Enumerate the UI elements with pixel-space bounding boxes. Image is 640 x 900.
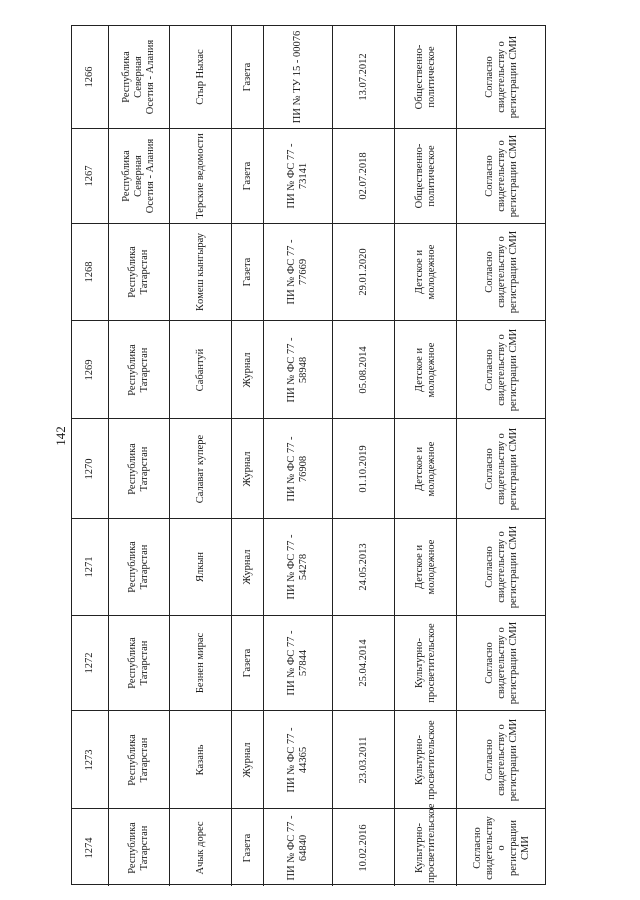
page-number: 142 — [53, 426, 68, 446]
cell-type: Газета — [231, 809, 263, 886]
cell-title: Безнен мирас — [169, 616, 231, 710]
cell-basis: Согласно свидетельству о регистрации СМИ — [456, 321, 547, 418]
cell-registration: ПИ № ФС 77 - 77669 — [263, 224, 332, 320]
cell-region: Республика Татарстан — [108, 419, 169, 518]
cell-number: 1274 — [84, 837, 95, 858]
cell-date: 13.07.2012 — [332, 26, 394, 128]
cell-topic: Культурно- просветительское — [394, 616, 456, 710]
cell-date: 23.03.2011 — [332, 711, 394, 808]
cell-region: Республика Татарстан — [108, 519, 169, 615]
cell-basis: Согласно свидетельству о регистрации СМИ — [456, 616, 547, 710]
cell-number: 1271 — [84, 556, 95, 578]
cell-registration: ПИ № ФС 77 - 58948 — [263, 321, 332, 418]
cell-number: 1272 — [84, 652, 95, 674]
cell-topic: Детское и молодежное — [394, 419, 456, 518]
cell-topic: Культурно- просветительское — [394, 711, 456, 808]
table-row — [72, 616, 545, 711]
cell-type: Газета — [231, 129, 263, 223]
cell-title: Сабантуй — [169, 321, 231, 418]
cell-topic: Общественно- политическое — [394, 129, 456, 223]
cell-date: 05.08.2014 — [332, 321, 394, 418]
cell-registration: ПИ № ТУ 15 - 00076 — [263, 26, 332, 128]
cell-topic: Детское и молодежное — [394, 224, 456, 320]
cell-region: Республика Татарстан — [108, 616, 169, 710]
cell-basis: Согласно свидетельству о регистрации СМИ — [456, 26, 547, 128]
cell-basis: Согласно свидетельству о регистрации СМИ — [456, 224, 547, 320]
cell-topic: Детское и молодежное — [394, 321, 456, 418]
cell-number: 1273 — [84, 749, 95, 770]
cell-date: 10.02.2016 — [332, 809, 394, 886]
cell-number: 1267 — [84, 165, 95, 187]
cell-title: Терские ведомости — [169, 129, 231, 223]
cell-date: 01.10.2019 — [332, 419, 394, 518]
cell-topic: Общественно- политическое — [394, 26, 456, 128]
cell-registration: ПИ № ФС 77 - 54278 — [263, 519, 332, 615]
cell-region: Республика Северная Осетия - Алания — [108, 129, 169, 223]
table-row — [72, 224, 545, 321]
cell-region: Республика Северная Осетия - Алания — [108, 26, 169, 128]
cell-title: Казань — [169, 711, 231, 808]
cell-date: 29.01.2020 — [332, 224, 394, 320]
cell-topic: Культурно- просветительское — [394, 809, 456, 886]
cell-title: Салават купере — [169, 419, 231, 518]
cell-registration: ПИ № ФС 77 - 44365 — [263, 711, 332, 808]
cell-type: Журнал — [231, 519, 263, 615]
cell-title: Ялкын — [169, 519, 231, 615]
cell-basis: Согласно свидетельству о регистрации СМИ — [456, 419, 547, 518]
cell-registration: ПИ № ФС 77 - 57844 — [263, 616, 332, 710]
cell-basis: Согласно свидетельству о регистрации СМИ — [456, 519, 547, 615]
table-row — [72, 803, 545, 886]
cell-region: Республика Татарстан — [108, 224, 169, 320]
cell-number: 1269 — [84, 359, 95, 380]
table-row — [72, 321, 545, 419]
cell-type: Газета — [231, 616, 263, 710]
cell-number: 1270 — [84, 458, 95, 479]
cell-type: Газета — [231, 224, 263, 320]
cell-registration: ПИ № ФС 77 - 76908 — [263, 419, 332, 518]
cell-number: 1266 — [84, 66, 95, 88]
cell-type: Журнал — [231, 419, 263, 518]
cell-topic: Детское и молодежное — [394, 519, 456, 615]
cell-title: Кoмеш кынгырау — [169, 224, 231, 320]
cell-date: 25.04.2014 — [332, 616, 394, 710]
cell-title: Ачык дорес — [169, 809, 231, 886]
cell-registration: ПИ № ФС 77 - 64840 — [263, 809, 332, 886]
cell-basis: Согласно свидетельству о регистрации СМИ — [456, 711, 547, 808]
cell-type: Журнал — [231, 321, 263, 418]
cell-number: 1268 — [84, 261, 95, 283]
cell-type: Газета — [231, 26, 263, 128]
cell-region: Республика Татарстан — [108, 321, 169, 418]
cell-type: Журнал — [231, 711, 263, 808]
cell-title: Стыр Ныхас — [169, 26, 231, 128]
cell-basis: Согласно свидетельству о регистрации СМИ — [456, 809, 547, 886]
table-row — [72, 519, 545, 616]
cell-date: 02.07.2018 — [332, 129, 394, 223]
table-row — [72, 711, 545, 809]
cell-region: Республика Татарстан — [108, 809, 169, 886]
table-row — [72, 26, 545, 129]
cell-date: 24.05.2013 — [332, 519, 394, 615]
cell-registration: ПИ № ФС 77 - 73141 — [263, 129, 332, 223]
registry-table — [71, 25, 546, 885]
table-row — [72, 419, 545, 519]
cell-region: Республика Татарстан — [108, 711, 169, 808]
cell-basis: Согласно свидетельству о регистрации СМИ — [456, 129, 547, 223]
table-row — [72, 129, 545, 224]
